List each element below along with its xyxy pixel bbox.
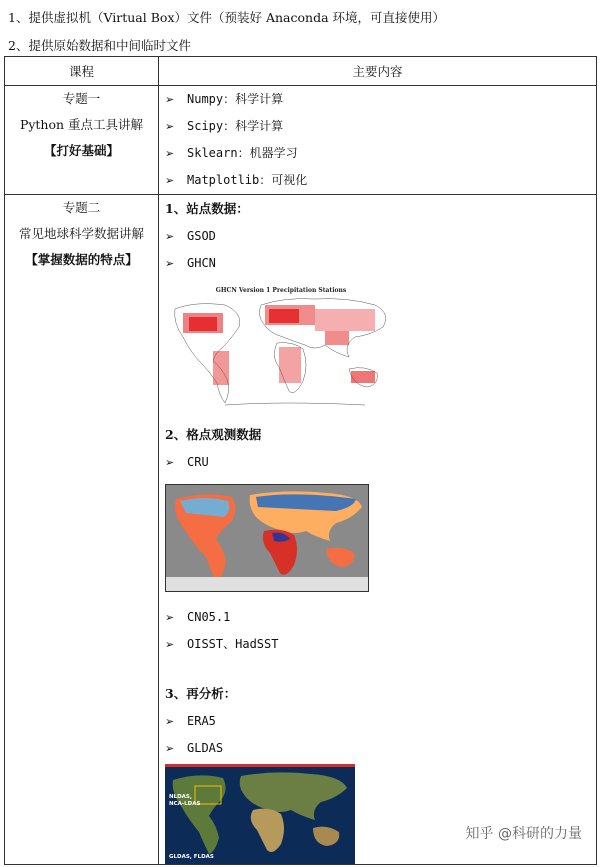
course-title: 专题二 (62, 200, 101, 215)
arrow-bullet-icon: ➢ (165, 715, 175, 728)
course-subtitle: 常见地球科学数据讲解 (18, 226, 144, 241)
arrow-bullet-icon: ➢ (165, 611, 175, 624)
arrow-bullet-icon: ➢ (165, 120, 175, 133)
arrow-bullet-icon: ➢ (165, 174, 175, 187)
content-cell-2 (159, 195, 597, 865)
note-virtualbox: 1、提供虚拟机（Virtual Box）文件（预装好 Anaconda 环境，可直接使用） (8, 10, 446, 25)
gldas-map-image (165, 764, 355, 864)
section-reanalysis: 3、再分析： (165, 686, 237, 701)
course-subtitle: Python 重点工具讲解 (19, 117, 144, 132)
list-item: ➢ GSOD (159, 223, 596, 250)
list-item: ➢ OISST、HadSST (159, 631, 596, 658)
map-title: GHCN Version 1 Precipitation Stations (215, 287, 347, 294)
arrow-bullet-icon: ➢ (165, 638, 175, 651)
cru-gridded-map-image (165, 484, 369, 592)
arrow-bullet-icon: ➢ (165, 257, 175, 270)
list-item: ➢ GHCN (159, 250, 596, 277)
arrow-bullet-icon: ➢ (165, 742, 175, 755)
world-map-graphic (165, 287, 397, 415)
content-cell-1 (159, 86, 597, 195)
course-title: 专题一 (62, 91, 101, 106)
header-content: 主要内容 (159, 57, 597, 86)
course-tag: 【打好基础】 (43, 143, 119, 158)
list-item: ➢ CRU (159, 449, 596, 476)
list-item: ➢ ERA5 (159, 708, 596, 735)
course-table (4, 56, 597, 865)
cru-map-graphic (166, 485, 368, 591)
table-row (5, 86, 597, 195)
list-item: ➢ Sklearn：机器学习 (159, 140, 596, 167)
zhihu-watermark: 知乎 @科研的力量 (465, 826, 582, 842)
list-item: ➢ CN05.1 (159, 604, 596, 631)
table-row (5, 195, 597, 865)
arrow-bullet-icon: ➢ (165, 230, 175, 243)
section-station-data: 1、站点数据： (165, 201, 249, 216)
table-header-row (5, 57, 597, 86)
gldas-map-graphic (165, 764, 355, 864)
course-cell-1 (5, 86, 159, 195)
ghcn-station-map-image (165, 287, 397, 415)
gldas-label: GLDAS, FLDAS (169, 854, 214, 860)
arrow-bullet-icon: ➢ (165, 456, 175, 469)
list-item: ➢ GLDAS (159, 735, 596, 762)
arrow-bullet-icon: ➢ (165, 147, 175, 160)
header-course: 课程 (5, 57, 159, 86)
course-cell-2 (5, 195, 159, 865)
arrow-bullet-icon: ➢ (165, 93, 175, 106)
nldas-label: NLDAS, NCA-LDAS (169, 794, 201, 807)
list-item: ➢ Scipy：科学计算 (159, 113, 596, 140)
section-gridded-data: 2、格点观测数据 (165, 427, 262, 442)
note-data-files: 2、提供原始数据和中间临时文件 (8, 38, 191, 53)
list-item: ➢ Matplotlib：可视化 (159, 167, 596, 194)
list-item: ➢ Numpy：科学计算 (159, 86, 596, 113)
course-tag: 【掌握数据的特点】 (25, 252, 138, 267)
